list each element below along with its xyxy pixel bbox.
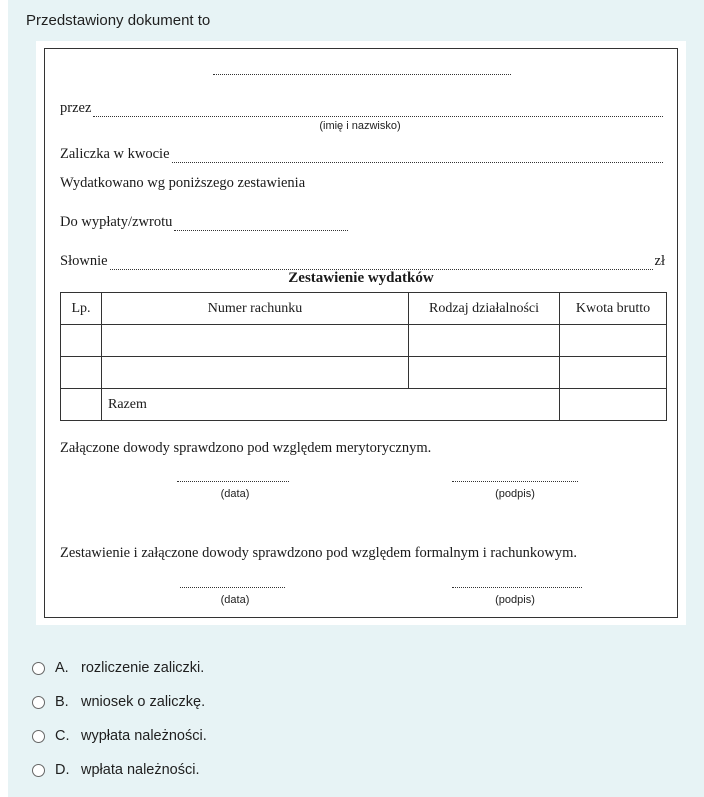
option-c[interactable] bbox=[32, 719, 207, 753]
data2-caption: (data) bbox=[220, 594, 250, 606]
wyplata-dots bbox=[174, 218, 348, 231]
data1-dots bbox=[177, 473, 289, 482]
expense-form bbox=[44, 48, 678, 618]
table-row bbox=[61, 325, 667, 357]
podpis1-caption: (podpis) bbox=[495, 488, 535, 500]
option-b[interactable] bbox=[32, 685, 207, 719]
imie-caption: (imię i nazwisko) bbox=[319, 120, 401, 132]
option-c-letter: C. bbox=[55, 728, 70, 744]
option-b-letter: B. bbox=[55, 694, 69, 710]
expense-table bbox=[60, 292, 667, 421]
question-text: Przedstawiony dokument to bbox=[26, 12, 211, 29]
top-dotted-line bbox=[213, 66, 511, 75]
data1-caption: (data) bbox=[220, 488, 250, 500]
option-a-text: rozliczenie zaliczki. bbox=[81, 660, 205, 676]
wyplata-row bbox=[60, 214, 350, 231]
option-b-text: wniosek o zaliczkę. bbox=[81, 694, 206, 710]
radio-b[interactable] bbox=[32, 696, 45, 709]
podpis2-dots bbox=[452, 579, 582, 588]
radio-d[interactable] bbox=[32, 764, 45, 777]
radio-c[interactable] bbox=[32, 730, 45, 743]
formalny-text: Zestawienie i załączone dowody sprawdzono pod względem formalnym i rachunkowym. bbox=[60, 545, 578, 561]
razem-row bbox=[61, 389, 667, 421]
przez-row bbox=[60, 100, 665, 117]
radio-a[interactable] bbox=[32, 662, 45, 675]
table-row bbox=[61, 357, 667, 389]
document-image bbox=[36, 41, 686, 625]
przez-dots bbox=[93, 104, 663, 117]
slownie-row bbox=[60, 253, 665, 270]
przez-label: przez bbox=[60, 100, 92, 116]
table-header-row bbox=[61, 293, 667, 325]
podpis1-dots bbox=[452, 473, 578, 482]
slownie-label: Słownie bbox=[60, 253, 108, 269]
podpis2-caption: (podpis) bbox=[495, 594, 535, 606]
option-d-letter: D. bbox=[55, 762, 70, 778]
header-lp: Lp. bbox=[61, 293, 102, 325]
zl-label: zł bbox=[654, 253, 665, 269]
header-kwota: Kwota brutto bbox=[560, 293, 667, 325]
header-rodzaj: Rodzaj działalności bbox=[409, 293, 560, 325]
zaliczka-label: Zaliczka w kwocie bbox=[60, 146, 170, 162]
data2-dots bbox=[180, 579, 285, 588]
table-title: Zestawienie wydatków bbox=[288, 270, 434, 286]
merytoryczny-text: Załączone dowody sprawdzono pod względem merytorycznym. bbox=[60, 440, 432, 456]
option-c-text: wypłata należności. bbox=[81, 728, 207, 744]
answer-options bbox=[32, 651, 207, 787]
option-d-text: wpłata należności. bbox=[81, 762, 200, 778]
wydatkowano-text: Wydatkowano wg poniższego zestawienia bbox=[60, 175, 306, 191]
header-numer: Numer rachunku bbox=[102, 293, 409, 325]
option-a[interactable] bbox=[32, 651, 207, 685]
razem-label: Razem bbox=[102, 389, 560, 421]
zaliczka-dots bbox=[172, 150, 663, 163]
wyplata-label: Do wypłaty/zwrotu bbox=[60, 214, 173, 230]
option-a-letter: A. bbox=[55, 660, 69, 676]
slownie-dots bbox=[110, 257, 653, 270]
zaliczka-row bbox=[60, 146, 665, 163]
question-panel bbox=[8, 0, 704, 797]
option-d[interactable] bbox=[32, 753, 207, 787]
